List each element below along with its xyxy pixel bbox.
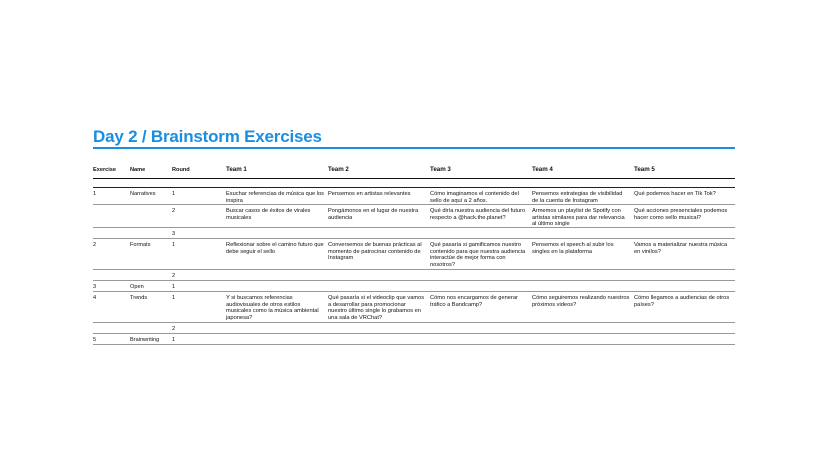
team-1-cell: Y si buscamos referencias audiovisuales de otros estilos musicales como la música ambiental japonesa? [226,295,319,321]
team-3-cell: Cómo nos encargamos de generar tráfico a Bandcamp? [430,295,518,308]
exercise-number: 1 [93,191,97,197]
table-row [93,323,735,334]
exercise-name: Formats [130,242,151,248]
table-row [93,270,735,281]
table-row [93,205,735,228]
round-number: 3 [172,231,176,237]
header-team-1: Team 1 [226,166,247,173]
page-title: Day 2 / Brainstorm Exercises [93,127,322,146]
team-1-cell: Esuchar referencias de música que los inspira [226,191,325,204]
round-number: 2 [172,208,176,214]
exercise-name: Brainwriting [130,337,160,343]
exercise-name: Trends [130,295,148,301]
round-number: 1 [172,242,176,248]
exercise-number: 3 [93,284,97,290]
exercise-number: 4 [93,295,97,301]
exercise-number: 5 [93,337,97,343]
team-5-cell: Qué podemos hacer en Tik Tok? [634,191,716,197]
team-5-cell: Cómo llegamos a audiencias de otros países? [634,295,730,308]
team-1-cell: Buscar casos de éxitos de virales musicales [226,208,311,221]
table-row [93,334,735,345]
team-2-cell: Conversemos de buenas prácticas al momento de patrocinar contenido de Instagram [328,242,422,262]
table-row [93,228,735,239]
team-5-cell: Qué acciones presenciales podemos hacer como sello musical? [634,208,728,221]
brainstorm-table [93,160,735,345]
team-2-cell: Pensemos en artistas relevantes [328,191,411,197]
round-number: 1 [172,337,176,343]
title-divider [93,147,735,149]
header-team-2: Team 2 [328,166,349,173]
round-number: 2 [172,273,176,279]
team-3-cell: Qué diría nuestra audiencia del futuro respecto a @hack.the.planet? [430,208,526,221]
round-number: 2 [172,326,176,332]
table-row [93,292,735,323]
round-number: 1 [172,295,176,301]
team-4-cell: Cómo seguiremos realizando nuestros próximos videos? [532,295,630,308]
team-2-cell: Qué pasaría si el videoclip que vamos a desarrollar para promocionar nuestro último single lo grabamos en una sala de VRChat? [328,295,425,321]
team-1-cell: Reflexionar sobre el camino futuro que debe seguir el sello [226,242,324,255]
header-name: Name [130,167,146,173]
table-header [93,160,735,178]
table-row [93,188,735,205]
table-row [93,239,735,270]
team-3-cell: Qué pasaría si gamificamos nuestro contenido para que nuestra audiencia interactúe de mejor forma con nosotros? [430,242,526,268]
team-4-cell: Pensemos estrategias de visibilidad de la cuenta de Instagram [532,191,623,204]
exercise-name: Open [130,284,144,290]
exercise-number: 2 [93,242,97,248]
header-round: Round [172,167,190,173]
header-team-4: Team 4 [532,166,553,173]
header-exercise: Exercise [93,167,117,173]
team-4-cell: Armemos un playlist de Spotify con artistas similares para dar relevancia al último single [532,208,625,228]
table-body [93,188,735,345]
round-number: 1 [172,191,176,197]
team-4-cell: Pensemos el speech al subir los singles en la plataforma [532,242,614,255]
table-row [93,281,735,292]
team-2-cell: Pongámonos en el lugar de nuestra audiencia [328,208,419,221]
exercise-name: Narratives [130,191,156,197]
team-3-cell: Cómo imaginamos el contenido del sello de aquí a 2 años. [430,191,519,204]
header-team-5: Team 5 [634,166,655,173]
round-number: 1 [172,284,176,290]
header-team-3: Team 3 [430,166,451,173]
team-5-cell: Vamos a materializar nuestra música en vinilos? [634,242,728,255]
